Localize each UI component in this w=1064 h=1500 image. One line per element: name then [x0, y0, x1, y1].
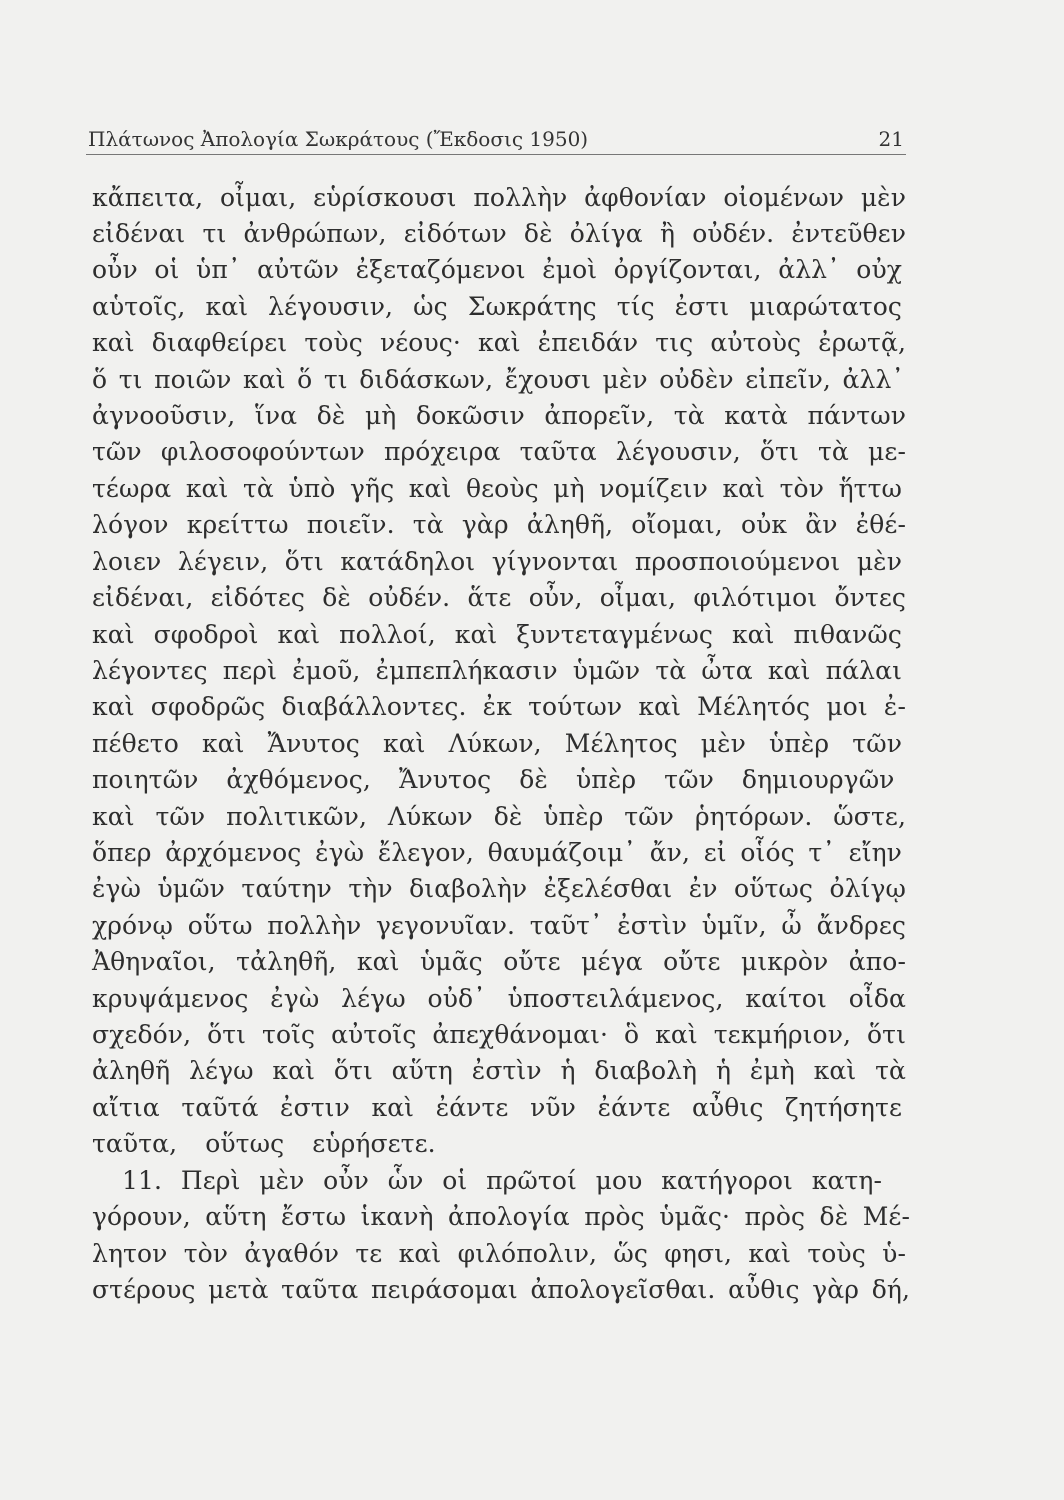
text-line: ὅπερ ἀρχόμενος ἐγὼ ἔλεγον, θαυμάζοιμ᾽ ἄν, εἰ οἷός τ᾽ εἴην	[92, 838, 902, 867]
text-line: γόρουν, αὕτη ἔστω ἱκανὴ ἀπολογία πρὸς ὑμᾶς· πρὸς δὲ Μέ-	[92, 1202, 910, 1231]
text-line: ποιητῶν ἀχθόμενος, Ἄνυτος δὲ ὑπὲρ τῶν δημιουργῶν	[92, 765, 895, 794]
text-line: λοιεν λέγειν, ὅτι κατάδηλοι γίγνονται προσποιούμενοι μὲν	[92, 547, 902, 576]
text-line: εἰδέναι τι ἀνθρώπων, εἰδότων δὲ ὀλίγα ἢ οὐδέν. ἐντεῦθεν	[92, 219, 906, 248]
text-line: εἰδέναι, εἰδότες δὲ οὐδέν. ἅτε οὖν, οἶμαι, φιλότιμοι ὄντες	[92, 583, 906, 612]
text-line: τέωρα καὶ τὰ ὑπὸ γῆς καὶ θεοὺς μὴ νομίζειν καὶ τὸν ἥττω	[92, 474, 902, 503]
text-line: αὑτοῖς, καὶ λέγουσιν, ὡς Σωκράτης τίς ἐστι μιαρώτατος	[92, 292, 902, 321]
text-line: λητον τὸν ἀγαθόν τε καὶ φιλόπολιν, ὥς φησι, καὶ τοὺς ὑ-	[92, 1239, 906, 1268]
text-line: 11. Περὶ μὲν οὖν ὧν οἱ πρῶτοί μου κατήγοροι κατη-	[122, 1166, 882, 1195]
header-rule	[86, 154, 906, 155]
text-line: ἀληθῆ λέγω καὶ ὅτι αὕτη ἐστὶν ἡ διαβολὴ ἡ ἐμὴ καὶ τὰ	[92, 1056, 906, 1085]
text-line: καὶ τῶν πολιτικῶν, Λύκων δὲ ὑπὲρ τῶν ῥητόρων. ὥστε,	[92, 802, 906, 831]
page-number: 21	[878, 127, 904, 151]
text-line: Ἀθηναῖοι, τἀληθῆ, καὶ ὑμᾶς οὔτε μέγα οὔτε μικρὸν ἀπο-	[92, 947, 906, 976]
text-line: τῶν φιλοσοφούντων πρόχειρα ταῦτα λέγουσιν, ὅτι τὰ με-	[92, 437, 906, 466]
text-line: στέρους μετὰ ταῦτα πειράσομαι ἀπολογεῖσθαι. αὖθις γὰρ δή,	[92, 1275, 910, 1304]
text-line: αἴτια ταῦτά ἐστιν καὶ ἐάντε νῦν ἐάντε αὖθις ζητήσητε	[92, 1093, 902, 1122]
text-line: καὶ σφοδροὶ καὶ πολλοί, καὶ ξυντεταγμένως καὶ πιθανῶς	[92, 620, 902, 649]
text-line: πέθετο καὶ Ἄνυτος καὶ Λύκων, Μέλητος μὲν ὑπὲρ τῶν	[92, 729, 902, 758]
text-line: ἀγνοοῦσιν, ἵνα δὲ μὴ δοκῶσιν ἀπορεῖν, τὰ κατὰ πάντων	[92, 401, 906, 430]
text-line: ταῦτα, οὕτως εὑρήσετε.	[92, 1129, 436, 1158]
text-line: κρυψάμενος ἐγὼ λέγω οὐδ᾽ ὑποστειλάμενος, καίτοι οἶδα	[92, 984, 906, 1013]
text-line: κἄπειτα, οἶμαι, εὑρίσκουσι πολλὴν ἀφθονίαν οἰομένων μὲν	[92, 183, 906, 212]
text-line: καὶ διαφθείρει τοὺς νέους· καὶ ἐπειδάν τις αὐτοὺς ἐρωτᾷ,	[92, 328, 906, 357]
text-line: λόγον κρείττω ποιεῖν. τὰ γὰρ ἀληθῆ, οἴομαι, οὐκ ἂν ἐθέ-	[92, 510, 906, 539]
text-line: οὖν οἱ ὑπ᾽ αὐτῶν ἐξεταζόμενοι ἐμοὶ ὀργίζονται, ἀλλ᾽ οὐχ	[92, 255, 902, 284]
text-line: ἐγὼ ὑμῶν ταύτην τὴν διαβολὴν ἐξελέσθαι ἐν οὕτως ὀλίγῳ	[92, 874, 906, 903]
text-line: χρόνῳ οὕτω πολλὴν γεγονυῖαν. ταῦτ᾽ ἐστὶν ὑμῖν, ὦ ἄνδρες	[92, 911, 906, 940]
running-head	[88, 127, 904, 157]
text-line: ὅ τι ποιῶν καὶ ὅ τι διδάσκων, ἔχουσι μὲν οὐδὲν εἰπεῖν, ἀλλ᾽	[92, 365, 904, 394]
text-line: καὶ σφοδρῶς διαβάλλοντες. ἐκ τούτων καὶ Μέλητός μοι ἐ-	[92, 692, 906, 721]
text-line: λέγοντες περὶ ἐμοῦ, ἐμπεπλήκασιν ὑμῶν τὰ ὦτα καὶ πάλαι	[92, 656, 902, 685]
running-head-title: Πλάτωνος Ἀπολογία Σωκράτους (Ἔκδοσις 1950)	[88, 127, 589, 151]
text-line: σχεδόν, ὅτι τοῖς αὐτοῖς ἀπεχθάνομαι· ὃ καὶ τεκμήριον, ὅτι	[92, 1020, 906, 1049]
